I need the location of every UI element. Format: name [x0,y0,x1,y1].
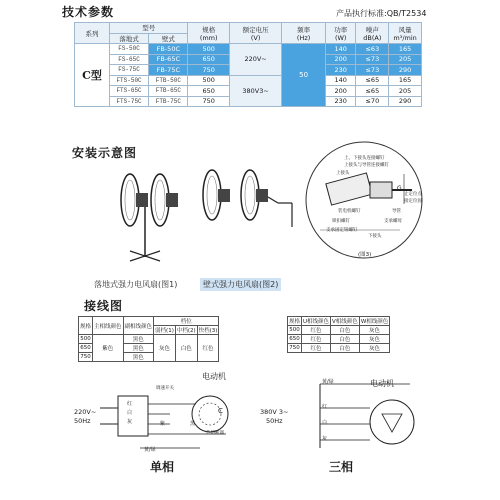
sub-color: 黑色 [123,353,154,362]
noise: ≤65 [356,75,389,86]
three-voltage: 380V 3~ [260,408,289,416]
col-wall: 壁式 [149,33,188,44]
col-strong: 快档(3) [197,326,219,335]
spec-row [75,75,422,86]
standard-label: 产品执行标准:QB/T2534 [336,9,427,18]
series-name: C型 [75,44,110,107]
wire-red-3: 红 [322,404,328,410]
single-phase-circuit [100,378,250,458]
caption-floor-fan: 落地式强力电风扇(图1) [94,280,178,289]
wire-ground: 黄/绿 [144,447,156,453]
flow: 290 [389,65,422,76]
flow: 205 [389,54,422,65]
flow: 205 [389,86,422,97]
power: 200 [325,54,356,65]
frequency: 50 [282,44,326,107]
size: 650 [80,345,91,351]
col-voltage: 额定电压 (V) [229,23,281,44]
main-color: 紫色 [93,335,124,362]
spec-size: 650 [188,86,229,97]
col-mid: 中档(2) [175,326,197,335]
label-pos: 止定位点 [404,192,422,197]
spec-size: 650 [188,54,229,65]
single-voltage: 220V~ [74,408,97,416]
wall-model: FTB-75C [149,96,188,107]
col-main: 主相线颜色 [93,317,124,335]
label-upper: 上接头 [336,171,350,176]
wall-model: FTB-65C [149,86,188,97]
col-sub: 副相线颜色 [123,317,154,335]
spec-section-title: 技术参数 [62,5,115,19]
fuse-label: 热熔断器 [206,431,224,436]
flow: 290 [389,96,422,107]
power: 230 [325,96,356,107]
col-spec: 规格 [288,317,302,326]
wall-fan-image [203,170,292,227]
three-phase-circuit [290,378,430,458]
v-color: 白色 [331,326,360,335]
size: 500 [80,336,91,342]
sub-color: 黑色 [123,344,154,353]
spec-size: 500 [188,75,229,86]
power: 200 [325,86,356,97]
wire-purple: 紫 [160,421,166,427]
spec-size: 750 [188,96,229,107]
wire-red: 红 [127,401,133,407]
floor-model: FS-65C [109,54,148,65]
strong-color: 红色 [197,335,219,362]
install-section-title: 安装示意图 [72,146,138,160]
col-series: 系列 [75,23,110,44]
col-weak: 弱档(1) [154,326,176,335]
wall-model: FB-65C [149,54,188,65]
noise: ≤73 [356,54,389,65]
w-color: 灰色 [359,335,389,344]
label-pos2: 接定位固 [404,199,422,204]
label-motor-screw: 装电机螺钉 [338,209,361,214]
floor-fan-image [121,174,178,261]
wire-grey-3: 灰 [322,436,328,442]
wire-grey: 灰 [127,419,133,425]
floor-model: FS-50C [109,44,148,55]
noise: ≤70 [356,96,389,107]
single-motor-label: 电动机 [202,372,226,381]
u-color: 红色 [302,344,331,353]
label-lower: 下接头 [368,234,382,239]
col-w: W相线颜色 [359,317,389,326]
label-lock-screw: 锁扣螺钉 [332,219,350,224]
flow: 165 [389,44,422,55]
noise: ≤65 [356,86,389,97]
floor-model: FTS-65C [109,86,148,97]
col-flow: 风量 m³/min [389,23,422,44]
floor-model: FTS-50C [109,75,148,86]
col-spec: 规格 (mm) [188,23,229,44]
label-screw: 上接头与导管连接螺钉 [344,163,389,168]
size: 750 [80,354,91,360]
wall-model: FB-50C [149,44,188,55]
col-spec: 规格 [79,317,93,335]
col-v: V相线颜色 [331,317,360,326]
v-color: 白色 [331,344,360,353]
col-model: 型号 [109,23,188,34]
sub-color: 黑色 [123,335,154,344]
spec-size: 750 [188,65,229,76]
fan-illustrations [100,165,300,275]
three-phase-label: 三相 [329,460,354,474]
capacitor-label: C [218,407,223,415]
u-color: 红色 [302,335,331,344]
u-color: 红色 [302,326,331,335]
wire-black: 黑 [190,421,196,427]
col-freq: 频率 (Hz) [282,23,326,44]
col-gear: 档位 [154,317,219,326]
w-color: 灰色 [359,326,389,335]
wire-ground-3: 黄/绿 [322,379,334,385]
noise: ≤63 [356,44,389,55]
mid-color: 白色 [175,335,197,362]
single-phase-table [78,316,219,362]
size: 500 [289,327,300,333]
spec-row [75,44,422,55]
wire-white: 白 [127,410,133,416]
label-lock-nut: 支承螺母 [384,219,402,224]
size: 750 [289,345,300,351]
power: 140 [325,75,356,86]
wiring-section-title: 接线图 [84,299,124,313]
voltage-single: 220V~ [229,44,281,76]
label-top-screw: 上、下接头连接螺钉 [344,156,385,161]
floor-model: FTS-75C [109,96,148,107]
three-phase-table [287,316,390,353]
three-hz: 50Hz [266,417,283,425]
switch-label: 调速开关 [156,386,174,391]
wall-model: FB-75C [149,65,188,76]
wall-model: FTB-50C [149,75,188,86]
single-phase-label: 单相 [150,460,175,474]
three-motor-label: 电动机 [370,379,394,388]
col-u: U相线颜色 [302,317,331,326]
power: 230 [325,65,356,76]
single-hz: 50Hz [74,417,91,425]
label-bolt-nut: 支承固定钮螺钉 [326,228,358,233]
caption-fig3: (图3) [358,252,372,258]
v-color: 白色 [331,335,360,344]
w-color: 灰色 [359,344,389,353]
voltage-three: 380V3~ [229,75,281,107]
size: 650 [289,336,300,342]
col-noise: 噪声 dB(A) [356,23,389,44]
col-power: 功率 (W) [325,23,356,44]
label-tube: 导管 [392,209,401,214]
wire-white-3: 白 [322,420,328,426]
flow: 165 [389,75,422,86]
caption-wall-fan: 壁式强力电风扇(图2) [200,278,281,291]
power: 140 [325,44,356,55]
label-g: G [397,185,402,192]
noise: ≤73 [356,65,389,76]
col-floor: 落地式 [109,33,148,44]
weak-color: 灰色 [154,335,176,362]
floor-model: FS-75C [109,65,148,76]
spec-size: 500 [188,44,229,55]
spec-table [74,22,422,107]
